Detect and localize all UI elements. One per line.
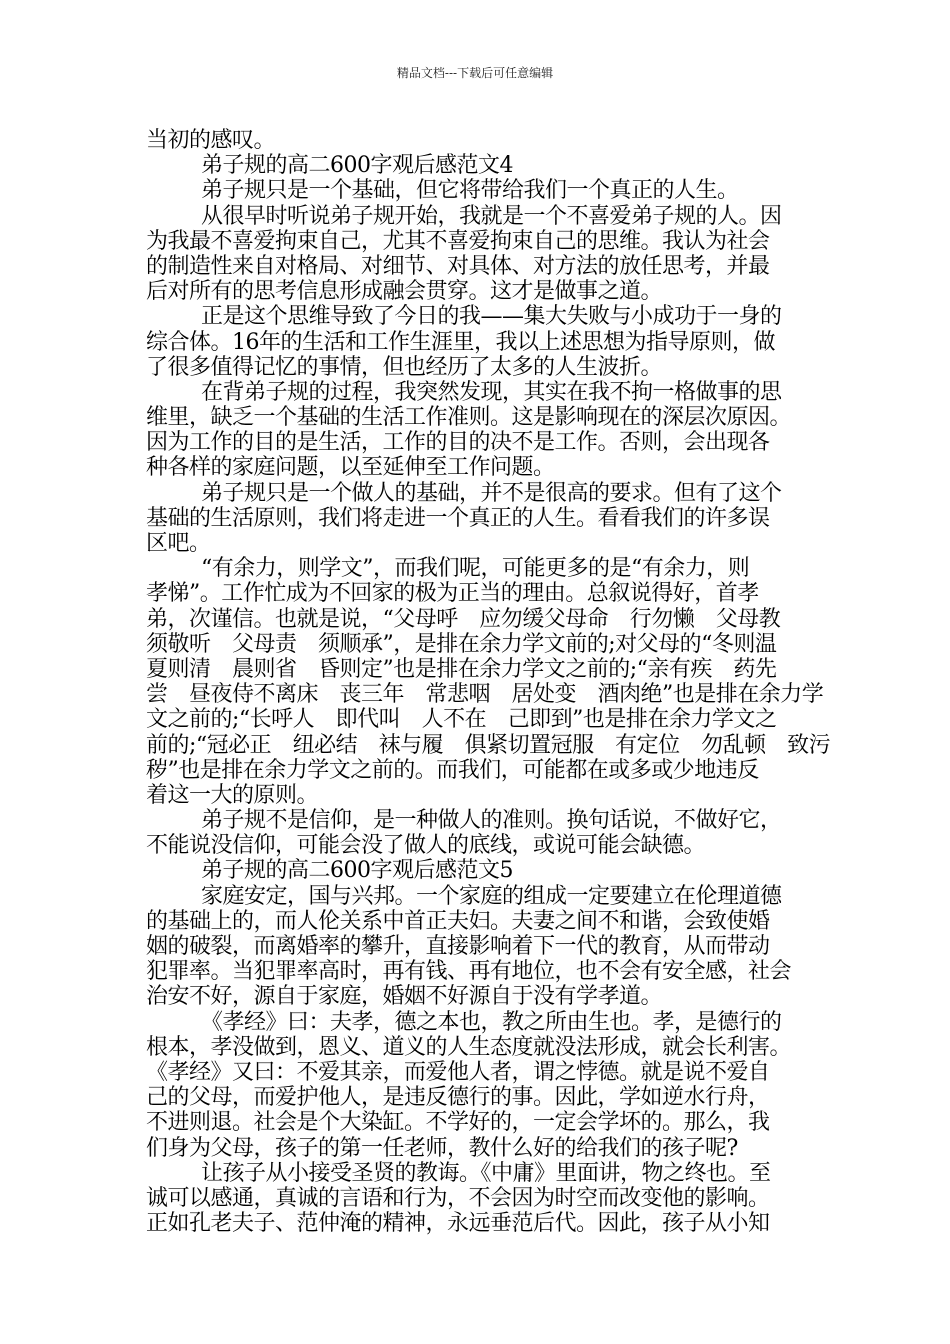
text-line: 孝悌”。工作忙成为不回家的极为正当的理由。总叙说得好，首孝 <box>146 581 759 607</box>
text-line: 姻的破裂，而离婚率的攀升，直接影响着下一代的教育，从而带动 <box>146 934 770 959</box>
text-line: 文之前的;“长呼人 即代叫 人不在 己即到”也是排在余力学文之 <box>146 707 777 733</box>
text-line: 己的父母，而爱护他人，是违反德行的事。因此，学如逆水行舟， <box>146 1085 770 1111</box>
paragraph <box>146 858 810 883</box>
page-header: 精品文档---下载后可任意编辑 <box>396 66 554 80</box>
paragraph <box>146 884 810 1010</box>
text-line: 根本，孝没做到，恩义、道义的人生态度就没法形成，就会长利害。 <box>146 1034 792 1060</box>
paragraph <box>146 1010 810 1161</box>
paragraph <box>146 556 831 808</box>
text-line: 治安不好，源自于家庭，婚姻不好源自于没有学孝道。 <box>146 984 663 1010</box>
text-line: 在背弟子规的过程，我突然发现，其实在我不拘一格做事的思 <box>201 379 782 405</box>
text-line: 着这一大的原则。 <box>146 782 319 808</box>
paragraph <box>146 808 810 858</box>
text-line: 正如孔老夫子、范仲淹的精神，永远垂范后代。因此，孩子从小知 <box>146 1211 770 1237</box>
text-line: 的基础上的，而人伦关系中首正夫妇。夫妻之间不和谐，会致使婚 <box>146 908 770 934</box>
document-body <box>146 128 831 1237</box>
text-line: 当初的感叹。 <box>146 128 276 153</box>
text-line: 基础的生活原则，我们将走进一个真正的人生。看看我们的许多误 <box>146 505 770 531</box>
text-line: 种各样的家庭问题，以至延伸至工作问题。 <box>146 455 555 481</box>
text-line: 夏则清 晨则省 昏则定”也是排在余力学文之前的;“亲有疾 药先 <box>146 656 777 682</box>
text-line: 尝 昼夜侍不离床 丧三年 常悲咽 居处变 酒肉绝”也是排在余力学 <box>146 682 824 708</box>
paragraph <box>146 204 810 305</box>
text-line: 不能说没信仰，可能会没了做人的底线，或说可能会缺德。 <box>146 833 706 859</box>
text-line: 弟子规只是一个做人的基础，并不是很高的要求。但有了这个 <box>201 480 782 506</box>
text-line: 弟子规只是一个基础，但它将带给我们一个真正的人生。 <box>201 178 739 204</box>
text-line: 弟子规的高二600字观后感范文5 <box>201 858 513 884</box>
text-line: 弟子规不是信仰，是一种做人的准则。换句话说，不做好它， <box>201 808 782 834</box>
paragraph <box>146 1161 810 1237</box>
text-line: 为我最不喜爱拘束自己，尤其不喜爱拘束自己的思维。我认为社会 <box>146 228 770 254</box>
text-line: 正是这个思维导致了今日的我——集大失败与小成功于一身的 <box>201 304 782 330</box>
text-line: 了很多值得记忆的事情，但也经历了太多的人生波折。 <box>146 354 663 380</box>
paragraph <box>146 380 810 481</box>
text-line: 后对所有的思考信息形成融会贯穿。这才是做事之道。 <box>146 279 663 305</box>
text-line: 须敬听 父母责 须顺承”，是排在余力学文前的;对父母的“冬则温 <box>146 631 777 657</box>
paragraph <box>146 481 810 557</box>
text-line: 秽”也是排在余力学文之前的。而我们，可能都在或多或少地违反 <box>146 757 759 783</box>
text-line: 犯罪率。当犯罪率高时，再有钱、再有地位，也不会有安全感，社会 <box>146 959 792 985</box>
text-line: 家庭安定，国与兴邦。一个家庭的组成一定要建立在伦理道德 <box>201 883 782 909</box>
text-line: 《孝经》又曰：不爱其亲，而爱他人者，谓之悖德。就是说不爱自 <box>146 1059 770 1085</box>
text-line: 综合体。16年的生活和工作生涯里，我以上述思想为指导原则，做 <box>146 329 775 355</box>
paragraph <box>146 304 810 380</box>
text-line: 弟，次谨信。也就是说，“父母呼 应勿缓父母命 行勿懒 父母教 <box>146 606 781 632</box>
text-line: 的制造性来自对格局、对细节、对具体、对方法的放任思考，并最 <box>146 253 770 279</box>
paragraph <box>146 178 810 203</box>
text-line: 从很早时听说弟子规开始，我就是一个不喜爱弟子规的人。因 <box>201 203 782 229</box>
text-line: 前的;“冠必正 纽必结 袜与履 俱紧切置冠服 有定位 勿乱顿 致污 <box>146 732 831 758</box>
text-line: 因为工作的目的是生活，工作的目的决不是工作。否则，会出现各 <box>146 430 770 456</box>
text-line: “有余力，则学文”，而我们呢，可能更多的是“有余力，则 <box>201 556 750 582</box>
paragraph <box>146 128 810 153</box>
text-line: 区吧。 <box>146 531 211 556</box>
paragraph <box>146 153 810 178</box>
text-line: 《孝经》曰：夫孝，德之本也，教之所由生也。孝，是德行的 <box>201 1009 782 1035</box>
text-line: 弟子规的高二600字观后感范文4 <box>201 153 513 179</box>
text-line: 不进则退。社会是个大染缸。不学好的，一定会学坏的。那么，我 <box>146 1110 770 1136</box>
text-line: 们身为父母，孩子的第一任老师，教什么好的给我们的孩子呢? <box>146 1135 738 1161</box>
text-line: 诚可以感通，真诚的言语和行为，不会因为时空而改变他的影响。 <box>146 1185 770 1211</box>
text-line: 维里，缺乏一个基础的生活工作准则。这是影响现在的深层次原因。 <box>146 405 792 431</box>
text-line: 让孩子从小接受圣贤的教诲。《中庸》里面讲，物之终也。至 <box>201 1160 771 1186</box>
